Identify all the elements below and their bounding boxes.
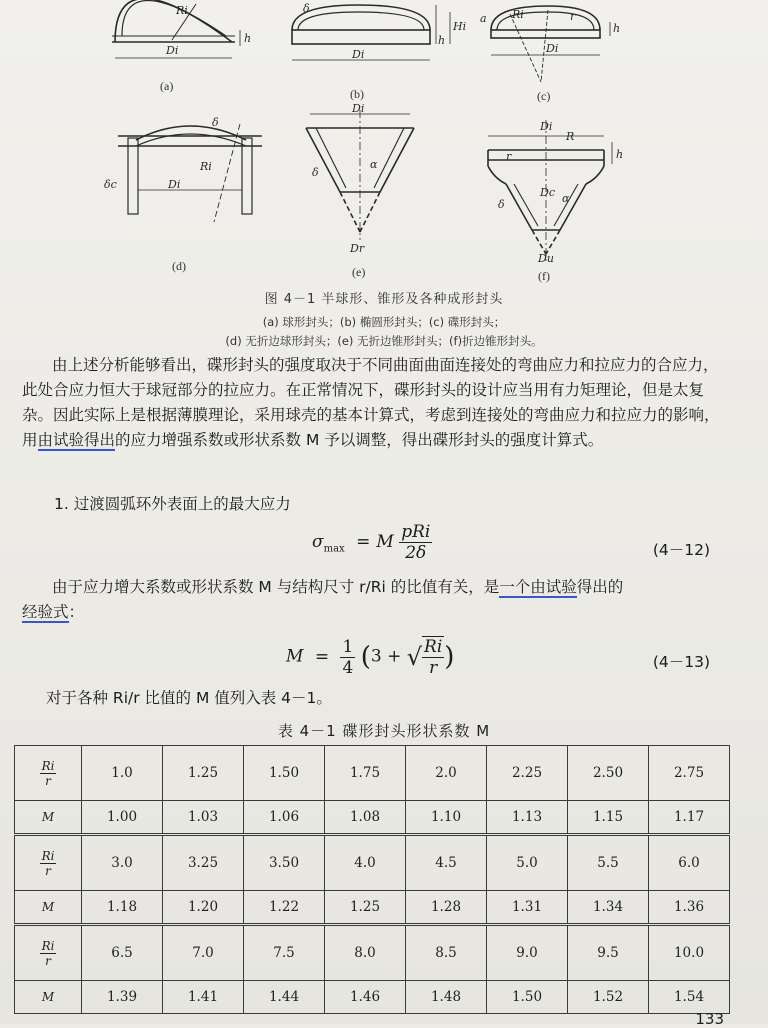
table-row-m	[15, 891, 730, 925]
equation-number-4-13: (4－13)	[652, 653, 710, 671]
ratio-value-cell: 3.25	[163, 835, 244, 891]
paragraph-1-text-a: 由上述分析能够看出，碟形封头的强度取决于不同曲面曲面连接处的弯曲应力和拉应力的合应力，此处合应力恒大于球冠部分的拉应力。在正常情况下，碟形封头的设计应当用有力矩理论，但是太复杂。因此实际上是根据薄膜理论，采用球壳的基本计算式，考虑到连接处的弯曲应力和拉应力的影响，用	[22, 356, 720, 449]
m-value-cell: 1.18	[82, 891, 163, 925]
eq2-quarter-num: 1	[342, 636, 354, 657]
panel-c-symbol-a: a	[480, 12, 487, 25]
eq1-equals: =	[356, 532, 371, 552]
panel-e-label: (e)	[352, 265, 366, 279]
panel-e-symbol-D: Di	[352, 102, 365, 115]
ratio-value-cell: 2.25	[487, 746, 568, 801]
figure-caption-line-2: (d) 无折边球形封头；(e) 无折边锥形封头；(f)折边锥形封头。	[225, 334, 543, 348]
panel-c-symbol-h: h	[613, 22, 621, 35]
panel-b-symbol-delta: δ	[303, 2, 310, 15]
ratio-header-cell	[15, 835, 82, 891]
ratio-header-num: Ri	[41, 848, 55, 863]
m-value-cell: 1.08	[325, 801, 406, 835]
m-value-cell: 1.34	[568, 891, 649, 925]
panel-c-label: (c)	[537, 89, 551, 103]
panel-e-symbol-Dr: Dr	[350, 242, 365, 255]
eq2-inner-const: 3 +	[370, 646, 402, 667]
panel-d-symbol-delta-c: δc	[104, 178, 117, 191]
ratio-value-cell: 2.75	[649, 746, 730, 801]
panel-b-label: (b)	[350, 87, 364, 101]
m-value-cell: 1.13	[487, 801, 568, 835]
m-value-cell: 1.17	[649, 801, 730, 835]
panel-b-symbol-D: Di	[352, 48, 365, 61]
m-value-cell: 1.44	[244, 981, 325, 1014]
table-row-ratio	[15, 835, 730, 891]
paragraph-2-underlined-1: 一个由试验	[499, 578, 577, 596]
figure-caption-title: 图 4－1 半球形、锥形及各种成形封头	[264, 292, 504, 307]
m-value-cell: 1.52	[568, 981, 649, 1014]
ratio-value-cell: 3.50	[244, 835, 325, 891]
panel-f-symbol-alpha: α	[562, 192, 570, 205]
panel-b-symbol-h: h	[438, 34, 446, 47]
panel-f-symbol-D: Di	[540, 120, 553, 133]
panel-a-symbol-h: h	[244, 32, 252, 45]
table-row-m	[15, 801, 730, 835]
panel-b-drawing	[292, 5, 450, 60]
panel-a-symbol-D: Di	[166, 44, 179, 57]
ratio-value-cell: 2.0	[406, 746, 487, 801]
ratio-value-cell: 8.5	[406, 925, 487, 981]
eq1-lhs-sub: max	[323, 543, 345, 555]
paragraph-3: 对于各种 Ri/r 比值的 M 值列入表 4－1。	[46, 689, 332, 707]
m-value-cell: 1.31	[487, 891, 568, 925]
ratio-value-cell: 6.0	[649, 835, 730, 891]
eq1-fraction	[399, 522, 432, 563]
eq2-sqrt-num: Ri	[424, 637, 443, 657]
m-value-cell: 1.03	[163, 801, 244, 835]
sqrt-icon: √	[406, 643, 423, 671]
paragraph-2-text-mid: 得出的	[576, 578, 624, 596]
ratio-value-cell: 6.5	[82, 925, 163, 981]
ratio-value-cell: 1.0	[82, 746, 163, 801]
equation-number-4-12: (4－12)	[652, 541, 710, 559]
m-value-cell: 1.46	[325, 981, 406, 1014]
eq2-sqrt-den: r	[429, 658, 438, 678]
eq1-numerator: pRi	[401, 522, 431, 542]
panel-f-symbol-R: R	[566, 130, 575, 143]
panel-f-symbol-Du: Du	[538, 252, 554, 265]
figure-caption-line-1: (a) 球形封头；(b) 椭圆形封头；(c) 碟形封头；	[262, 315, 506, 329]
panel-f-label: (f)	[538, 269, 550, 283]
ratio-value-cell: 4.0	[325, 835, 406, 891]
table-row-ratio	[15, 925, 730, 981]
table-row-ratio	[15, 746, 730, 801]
paragraph-1-underlined: 由试验得出	[37, 431, 116, 449]
table-row-m	[15, 981, 730, 1014]
m-value-cell: 1.36	[649, 891, 730, 925]
m-value-cell: 1.39	[82, 981, 163, 1014]
panel-e-symbol-alpha: α	[370, 158, 378, 171]
ratio-header-den: r	[45, 773, 51, 788]
paragraph-2-underlined-2: 经验式	[22, 603, 69, 621]
m-value-cell: 1.20	[163, 891, 244, 925]
figure-4-1	[0, 0, 768, 290]
m-value-cell: 1.10	[406, 801, 487, 835]
ratio-header-num: Ri	[41, 938, 55, 953]
m-value-cell: 1.00	[82, 801, 163, 835]
ratio-value-cell: 1.75	[325, 746, 406, 801]
ratio-value-cell: 8.0	[325, 925, 406, 981]
m-header-cell: M	[15, 891, 82, 925]
eq2-quarter	[340, 637, 355, 678]
ratio-value-cell: 5.0	[487, 835, 568, 891]
m-header-cell: M	[15, 981, 82, 1014]
eq2-sqrt-fraction	[422, 636, 444, 678]
ratio-header-den: r	[45, 863, 51, 878]
panel-d-symbol-D: Di	[168, 178, 181, 191]
panel-e-drawing	[306, 110, 414, 240]
panel-d-symbol-R: Ri	[200, 160, 212, 173]
ratio-value-cell: 7.5	[244, 925, 325, 981]
panel-e-symbol-delta: δ	[312, 166, 319, 179]
paragraph-2	[22, 575, 722, 625]
m-value-cell: 1.50	[487, 981, 568, 1014]
m-value-cell: 1.15	[568, 801, 649, 835]
equation-4-12	[312, 522, 432, 563]
ratio-value-cell: 2.50	[568, 746, 649, 801]
m-value-cell: 1.54	[649, 981, 730, 1014]
panel-b-symbol-H: Hi	[453, 20, 467, 33]
panel-c-symbol-R: Ri	[512, 8, 524, 21]
eq1-lhs: σ	[312, 532, 324, 552]
eq2-equals: =	[314, 646, 330, 667]
ratio-value-cell: 1.25	[163, 746, 244, 801]
panel-f-symbol-Dc: Dc	[540, 186, 555, 199]
equation-4-13	[286, 636, 454, 678]
shape-coefficient-table	[14, 745, 730, 1014]
ratio-value-cell: 10.0	[649, 925, 730, 981]
ratio-value-cell: 7.0	[163, 925, 244, 981]
eq2-paren-open: (	[360, 642, 371, 672]
ratio-value-cell: 3.0	[82, 835, 163, 891]
ratio-value-cell: 1.50	[244, 746, 325, 801]
section-heading-1: 1. 过渡圆弧环外表面上的最大应力	[54, 495, 291, 513]
paragraph-1-text-b: 的应力增强系数或形状系数 M 予以调整，得出碟形封头的强度计算式。	[115, 431, 604, 449]
paragraph-1	[22, 353, 722, 453]
m-value-cell: 1.06	[244, 801, 325, 835]
ratio-header-num: Ri	[41, 758, 55, 773]
panel-f-symbol-r: r	[506, 150, 512, 163]
panel-f-symbol-delta: δ	[498, 198, 505, 211]
ratio-header-cell	[15, 925, 82, 981]
table-title: 表 4－1 碟形封头形状系数 M	[277, 722, 491, 740]
ratio-value-cell: 9.0	[487, 925, 568, 981]
panel-c-symbol-D: Di	[546, 42, 559, 55]
ratio-header-cell	[15, 746, 82, 801]
m-value-cell: 1.25	[325, 891, 406, 925]
eq2-quarter-den: 4	[342, 657, 354, 678]
m-value-cell: 1.41	[163, 981, 244, 1014]
ratio-value-cell: 9.5	[568, 925, 649, 981]
panel-f-symbol-h: h	[616, 148, 624, 161]
panel-d-symbol-delta: δ	[212, 116, 219, 129]
paragraph-2-text-a: 由于应力增大系数或形状系数 M 与结构尺寸 r/Ri 的比值有关，是	[52, 578, 500, 596]
panel-a-symbol-R: Ri	[176, 4, 188, 17]
page-number: 133	[695, 1010, 724, 1028]
panel-a-label: (a)	[160, 79, 174, 93]
paragraph-2-text-b: ：	[68, 603, 85, 621]
panel-c-symbol-r: r	[570, 10, 576, 23]
ratio-value-cell: 5.5	[568, 835, 649, 891]
eq1-denominator: 2δ	[405, 543, 427, 563]
m-value-cell: 1.22	[244, 891, 325, 925]
eq2-paren-close: )	[444, 642, 455, 672]
eq1-coef: M	[376, 532, 394, 552]
m-header-cell: M	[15, 801, 82, 835]
m-value-cell: 1.48	[406, 981, 487, 1014]
eq2-lhs: M	[286, 646, 304, 667]
m-value-cell: 1.28	[406, 891, 487, 925]
ratio-header-den: r	[45, 953, 51, 968]
ratio-value-cell: 4.5	[406, 835, 487, 891]
panel-d-drawing	[118, 124, 262, 222]
panel-d-label: (d)	[172, 259, 186, 273]
